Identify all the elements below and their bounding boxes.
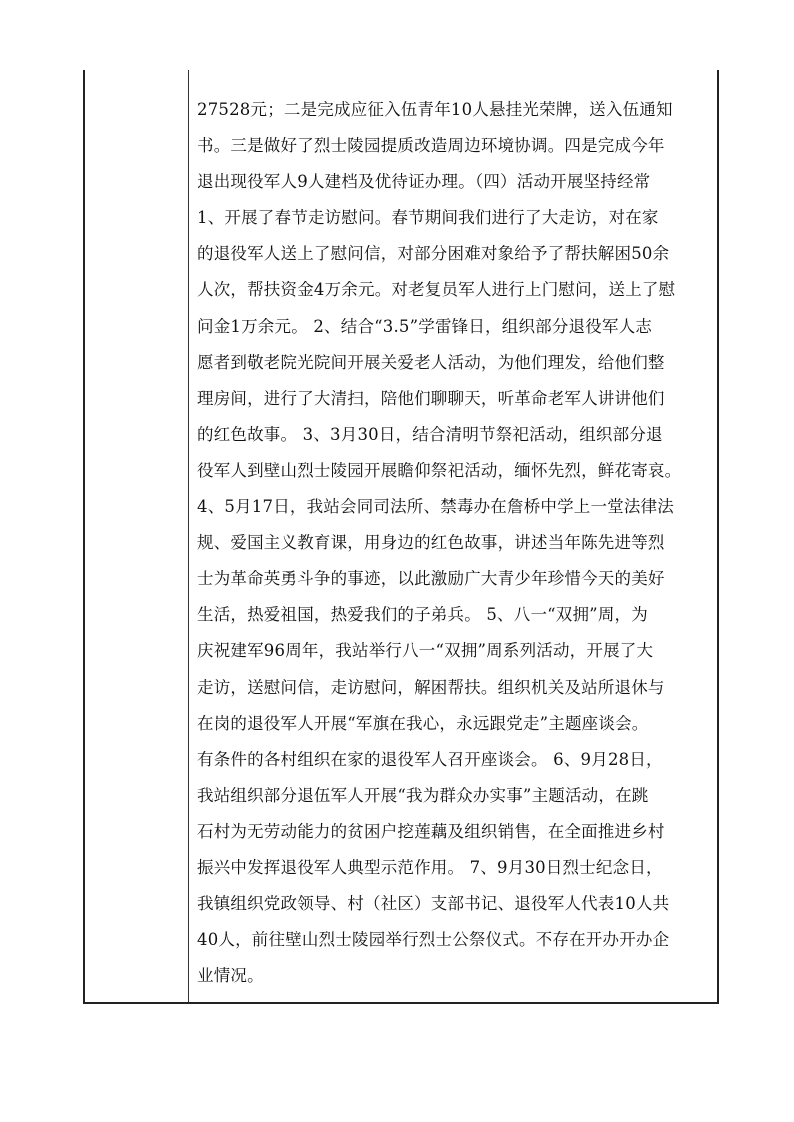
- column-divider: [188, 70, 189, 1002]
- text-line: 27528元；二是完成应征入伍青年10人悬挂光荣牌，送入伍通知: [197, 100, 673, 119]
- text-line: 生活，热爱祖国，热爱我们的子弟兵。 5、八一“双拥”周，为: [197, 605, 648, 625]
- text-line: 役军人到壁山烈士陵园开展瞻仰祭祀活动，缅怀先烈，鲜花寄哀。: [197, 460, 682, 480]
- text-line: 我镇组织党政领导、村（社区）支部书记、退役军人代表10人共: [197, 894, 670, 914]
- text-line: 理房间，进行了大清扫，陪他们聊聊天，听革命老军人讲讲他们: [197, 388, 665, 408]
- text-line: 业情况。: [197, 966, 264, 986]
- text-line: 的红色故事。 3、3月30日，结合清明节祭祀活动，组织部分退: [197, 424, 663, 444]
- text-line: 石村为无劳动能力的贫困户挖莲藕及组织销售，在全面推进乡村: [197, 821, 665, 841]
- text-line: 人次，帮扶资金4万余元。对老复员军人进行上门慰问，送上了慰: [197, 280, 676, 300]
- text-line: 庆祝建军96周年，我站举行八一“双拥”周系列活动，开展了大: [197, 641, 654, 661]
- report-table: [83, 70, 719, 1004]
- text-line: 退出现役军人9人建档及优待证办理。（四）活动开展坚持经常: [197, 172, 651, 192]
- text-line: 40人，前往壁山烈士陵园举行烈士公祭仪式。不存在开办开办企: [197, 930, 670, 950]
- text-line: 走访，送慰问信，走访慰问，解困帮扶。组织机关及站所退休与: [197, 677, 665, 697]
- text-line: 4、5月17日，我站会同司法所、禁毒办在詹桥中学上一堂法律法: [197, 497, 674, 517]
- text-line: 我站组织部分退伍军人开展“我为群众办实事”主题活动，在跳: [197, 785, 649, 805]
- text-line: 愿者到敬老院光院间开展关爱老人活动，为他们理发，给他们整: [197, 352, 665, 372]
- text-line: 振兴中发挥退役军人典型示范作用。 7、9月30日烈士纪念日，: [197, 857, 663, 877]
- text-line: 1、开展了春节走访慰问。春节期间我们进行了大走访，对在家: [197, 208, 659, 228]
- text-line: 的退役军人送上了慰问信，对部分困难对象给予了帮扶解困50余: [197, 244, 670, 264]
- text-line: 书。三是做好了烈士陵园提质改造周边环境协调。四是完成今年: [197, 136, 665, 156]
- content-cell: [197, 92, 702, 994]
- text-line: 有条件的各村组织在家的退役军人召开座谈会。 6、9月28日，: [197, 749, 663, 769]
- text-line: 士为革命英勇斗争的事迹，以此激励广大青少年珍惜今天的美好: [197, 569, 665, 589]
- text-line: 规、爱国主义教育课，用身边的红色故事，讲述当年陈先进等烈: [197, 533, 665, 553]
- text-line: 问金1万余元。 2、结合“3.5”学雷锋日，组织部分退役军人志: [197, 316, 653, 336]
- text-line: 在岗的退役军人开展“军旗在我心，永远跟党走”主题座谈会。: [197, 713, 649, 733]
